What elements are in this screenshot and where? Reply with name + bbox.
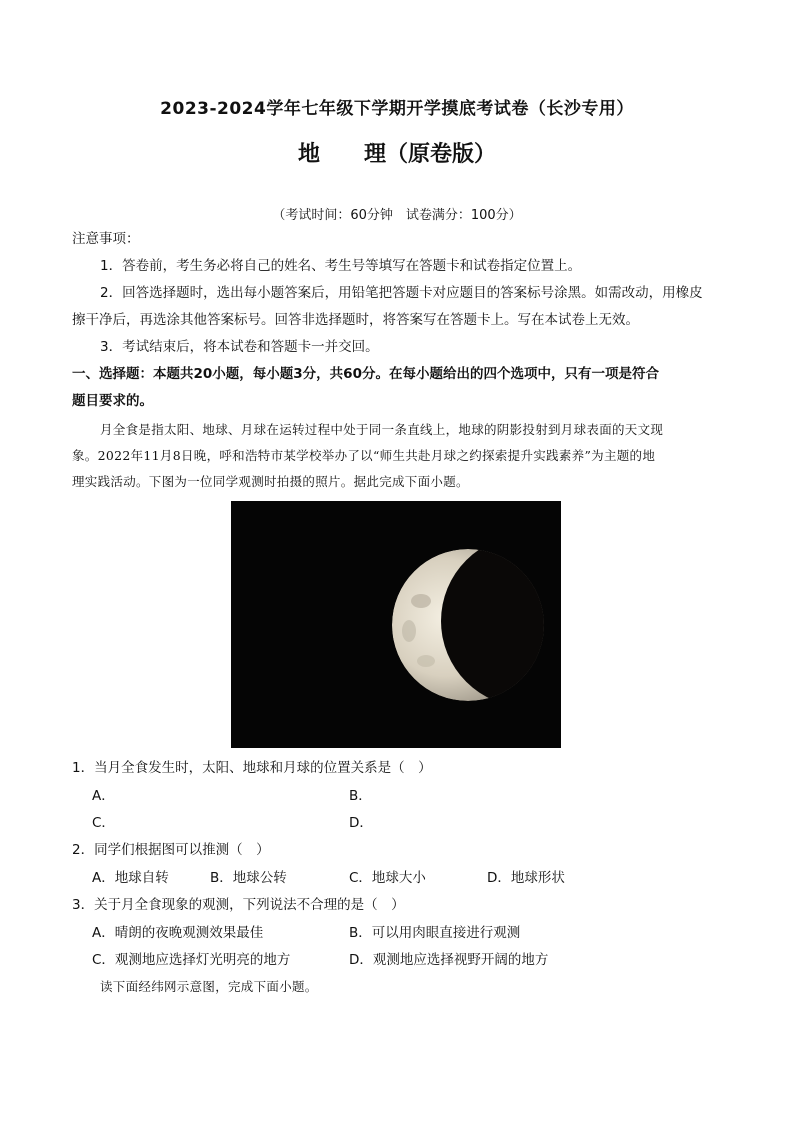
moon-image	[231, 501, 561, 748]
question-1-stem: 1．当月全食发生时，太阳、地球和月球的位置关系是（ ）	[72, 760, 432, 776]
question-3-option-c[interactable]: C．观测地应选择灯光明亮的地方	[92, 952, 291, 968]
question-3-option-d[interactable]: D．观测地应选择视野开阔的地方	[349, 952, 549, 968]
question-1-option-b[interactable]: B．	[349, 788, 372, 804]
question-3-option-b[interactable]: B．可以用肉眼直接进行观测	[349, 925, 521, 941]
notice-item-3: 3．考试结束后，将本试卷和答题卡一并交回。	[100, 339, 379, 355]
passage-2: 读下面经纬网示意图，完成下面小题。	[100, 979, 318, 994]
notice-item-1: 1．答卷前，考生务必将自己的姓名、考生号等填写在答题卡和试卷指定位置上。	[100, 258, 582, 274]
passage-1-line-2: 象。2022年11月8日晚，呼和浩特市某学校举办了以“师生共赴月球之约探索提升实践素养”为主题的地	[72, 448, 656, 463]
passage-1-line-1: 月全食是指太阳、地球、月球在运转过程中处于同一条直线上，地球的阴影投射到月球表面的天文现	[100, 422, 664, 437]
subject-title	[0, 137, 794, 168]
notice-item-2-line-2: 擦干净后，再选涂其他答案标号。回答非选择题时，将答案写在答题卡上。写在本试卷上无效。	[72, 312, 639, 328]
exam-info: （考试时间：60分钟 试卷满分：100分）	[272, 208, 522, 223]
question-3-option-a[interactable]: A．晴朗的夜晚观测效果最佳	[92, 925, 264, 941]
passage-1-line-3: 理实践活动。下图为一位同学观测时拍摄的照片。据此完成下面小题。	[72, 474, 469, 489]
notice-heading: 注意事项：	[72, 231, 140, 247]
question-3-stem: 3．关于月全食现象的观测，下列说法不合理的是（ ）	[72, 897, 405, 913]
exam-title: 2023-2024学年七年级下学期开学摸底考试卷（长沙专用）	[160, 99, 634, 119]
notice-item-2-line-1: 2．回答选择题时，选出每小题答案后，用铅笔把答题卡对应题目的答案标号涂黑。如需改动，用橡皮	[100, 285, 703, 301]
subject-char-a: 地	[297, 142, 320, 167]
question-2-stem: 2．同学们根据图可以推测（ ）	[72, 842, 270, 858]
subject-char-b: 理（原卷版）	[364, 142, 497, 167]
question-1-option-d[interactable]: D．	[349, 815, 373, 831]
question-1-option-c[interactable]: C．	[92, 815, 115, 831]
section-heading-line-1: 一、选择题：本题共20小题，每小题3分，共60分。在每小题给出的四个选项中，只有一项是符合	[72, 366, 659, 382]
lunar-eclipse-photo	[231, 501, 561, 748]
question-2-option-b[interactable]: B．地球公转	[210, 870, 287, 886]
question-2-option-d[interactable]: D．地球形状	[487, 870, 565, 886]
question-2-option-a[interactable]: A．地球自转	[92, 870, 169, 886]
section-heading-line-2: 题目要求的。	[72, 393, 153, 409]
question-1-option-a[interactable]: A．	[92, 788, 115, 804]
question-2-option-c[interactable]: C．地球大小	[349, 870, 426, 886]
